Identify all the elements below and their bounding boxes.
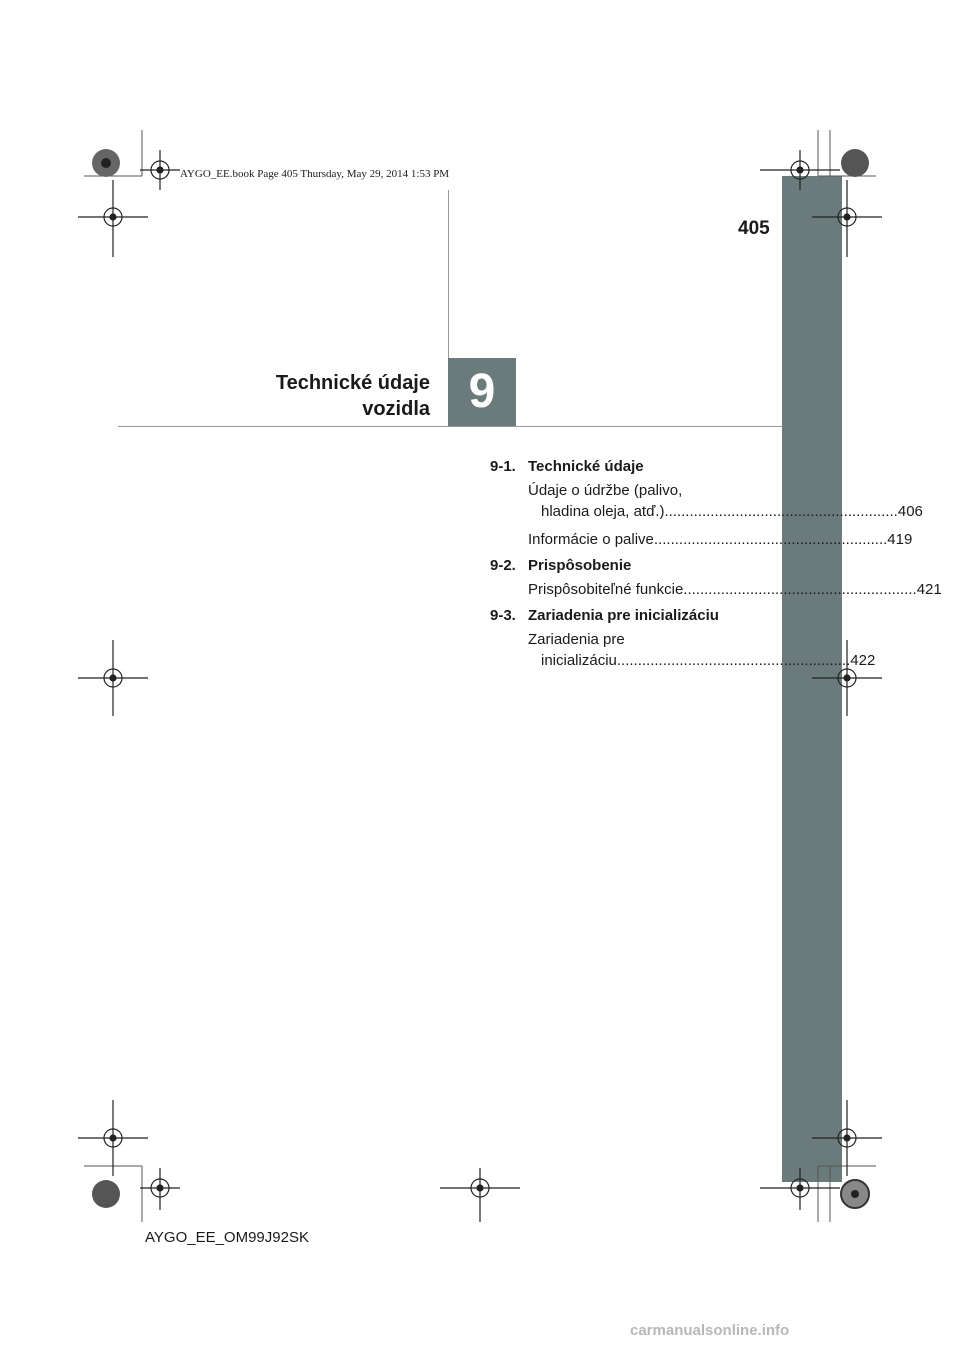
toc-section-number: 9-1. xyxy=(490,458,516,475)
registration-target-icon xyxy=(140,150,180,190)
toc-entry-label: inicializáciu xyxy=(541,652,617,669)
density-circle-icon xyxy=(92,149,120,177)
watermark-site: carmanualsonline.info xyxy=(630,1322,790,1339)
toc-leader-dots: ........................................................ xyxy=(683,581,917,598)
toc-entry-line1: Zariadenia pre xyxy=(528,631,625,648)
toc-leader-dots: ........................................................ xyxy=(653,531,888,548)
toc-entry-page: 406 xyxy=(897,503,923,520)
registration-target-icon xyxy=(78,1100,148,1176)
registration-target-icon xyxy=(78,180,148,257)
print-note: AYGO_EE.book Page 405 Thursday, May 29, 2014 1:53 PM xyxy=(180,168,450,180)
chapter-number-box: 9 xyxy=(448,358,516,426)
toc-entry-label: Informácie o palive xyxy=(528,531,654,548)
chapter-title-line2: vozidla xyxy=(362,398,430,420)
registration-target-icon xyxy=(812,1100,882,1176)
density-circle-icon xyxy=(841,1180,869,1208)
registration-target-icon xyxy=(440,1168,520,1222)
registration-target-icon xyxy=(140,1168,180,1210)
toc-entry-page: 419 xyxy=(887,531,913,548)
document-code: AYGO_EE_OM99J92SK xyxy=(145,1229,309,1246)
density-circle-icon xyxy=(841,149,869,177)
registration-target-icon xyxy=(760,1168,840,1210)
chapter-title-line1: Technické údaje xyxy=(275,372,430,394)
toc-entry-page: 422 xyxy=(850,652,876,669)
toc-leader-dots: ........................................................ xyxy=(664,503,898,520)
registration-target-icon xyxy=(760,150,840,190)
toc-section-title: Technické údaje xyxy=(528,458,644,475)
toc-leader-dots: ........................................................ xyxy=(616,652,851,669)
registration-target-icon xyxy=(812,640,882,716)
registration-target-icon xyxy=(78,640,148,716)
density-circle-icon xyxy=(92,1180,120,1208)
toc-entry-line1: Údaje o údržbe (palivo, xyxy=(528,482,683,499)
toc-section-title: Zariadenia pre inicializáciu xyxy=(528,607,719,624)
toc-section-number: 9-2. xyxy=(490,557,516,574)
toc-section-number: 9-3. xyxy=(490,607,516,624)
toc-entry-page: 421 xyxy=(916,581,942,598)
toc-entry-label: Prispôsobiteľné funkcie xyxy=(528,581,684,598)
toc-entry-label: hladina oleja, atď.) xyxy=(541,503,665,520)
page-number: 405 xyxy=(738,218,770,239)
registration-target-icon xyxy=(812,180,882,257)
toc-section-title: Prispôsobenie xyxy=(528,557,632,574)
